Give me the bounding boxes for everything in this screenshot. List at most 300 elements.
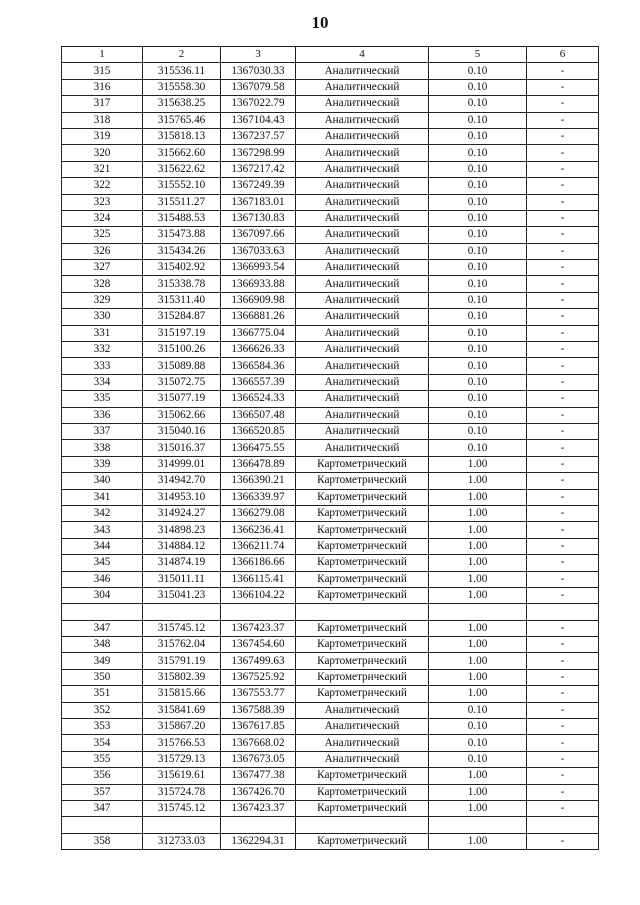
note-cell: - [527,309,599,325]
note-cell: - [527,325,599,341]
table-row [62,309,599,325]
method-cell: Картометрический [296,522,429,538]
y-coordinate-cell: 1366909.98 [221,292,296,308]
point-number-cell: 351 [62,686,143,702]
method-cell: Аналитический [296,423,429,439]
x-coordinate-cell: 315011.11 [143,571,221,587]
coordinates-table [61,46,599,850]
x-coordinate-cell: 315311.40 [143,292,221,308]
table-body [62,63,599,850]
table-row [62,128,599,144]
point-number-cell: 344 [62,538,143,554]
x-coordinate-cell [143,817,221,833]
table-row [62,522,599,538]
point-number-cell: 330 [62,309,143,325]
y-coordinate-cell: 1367673.05 [221,751,296,767]
accuracy-cell: 0.10 [429,96,527,112]
column-header: 3 [221,47,296,63]
method-cell: Аналитический [296,161,429,177]
x-coordinate-cell: 315638.25 [143,96,221,112]
method-cell: Аналитический [296,210,429,226]
note-cell: - [527,702,599,718]
table-row [62,325,599,341]
y-coordinate-cell: 1366478.89 [221,456,296,472]
note-cell: - [527,210,599,226]
point-number-cell: 331 [62,325,143,341]
accuracy-cell: 1.00 [429,571,527,587]
y-coordinate-cell: 1367499.63 [221,653,296,669]
note-cell: - [527,686,599,702]
column-header: 5 [429,47,527,63]
x-coordinate-cell: 315536.11 [143,63,221,79]
y-coordinate-cell: 1367588.39 [221,702,296,718]
accuracy-cell: 0.10 [429,63,527,79]
point-number-cell: 341 [62,489,143,505]
method-cell: Картометрический [296,587,429,603]
x-coordinate-cell: 315040.16 [143,423,221,439]
point-number-cell: 315 [62,63,143,79]
accuracy-cell: 0.10 [429,440,527,456]
y-coordinate-cell: 1366339.97 [221,489,296,505]
point-number-cell: 332 [62,342,143,358]
method-cell: Картометрический [296,637,429,653]
table-row [62,686,599,702]
point-number-cell: 350 [62,669,143,685]
accuracy-cell: 0.10 [429,161,527,177]
method-cell: Картометрический [296,538,429,554]
point-number-cell [62,817,143,833]
point-number-cell: 326 [62,243,143,259]
accuracy-cell [429,817,527,833]
y-coordinate-cell: 1367217.42 [221,161,296,177]
note-cell: - [527,112,599,128]
table-row [62,604,599,620]
method-cell: Аналитический [296,407,429,423]
point-number-cell: 338 [62,440,143,456]
accuracy-cell: 1.00 [429,784,527,800]
table-row [62,702,599,718]
method-cell: Картометрический [296,686,429,702]
method-cell: Аналитический [296,702,429,718]
note-cell: - [527,145,599,161]
point-number-cell: 340 [62,473,143,489]
table-row [62,210,599,226]
y-coordinate-cell: 1367237.57 [221,128,296,144]
accuracy-cell: 0.10 [429,423,527,439]
point-number-cell: 318 [62,112,143,128]
method-cell: Аналитический [296,178,429,194]
note-cell: - [527,800,599,816]
y-coordinate-cell: 1367423.37 [221,620,296,636]
note-cell: - [527,587,599,603]
x-coordinate-cell: 315867.20 [143,719,221,735]
table-row [62,358,599,374]
accuracy-cell: 0.10 [429,391,527,407]
y-coordinate-cell: 1367668.02 [221,735,296,751]
method-cell: Картометрический [296,653,429,669]
note-cell: - [527,227,599,243]
note-cell: - [527,473,599,489]
method-cell: Аналитический [296,325,429,341]
point-number-cell: 334 [62,374,143,390]
accuracy-cell: 1.00 [429,800,527,816]
method-cell: Картометрический [296,833,429,849]
accuracy-cell: 0.10 [429,227,527,243]
x-coordinate-cell: 314874.19 [143,555,221,571]
point-number-cell: 323 [62,194,143,210]
table-row [62,637,599,653]
accuracy-cell: 0.10 [429,325,527,341]
column-header: 1 [62,47,143,63]
table-row [62,538,599,554]
method-cell: Аналитический [296,227,429,243]
point-number-cell: 304 [62,587,143,603]
accuracy-cell: 0.10 [429,735,527,751]
x-coordinate-cell: 315745.12 [143,800,221,816]
method-cell: Картометрический [296,784,429,800]
method-cell: Картометрический [296,768,429,784]
method-cell: Аналитический [296,276,429,292]
point-number-cell: 335 [62,391,143,407]
note-cell: - [527,161,599,177]
note-cell: - [527,522,599,538]
accuracy-cell: 0.10 [429,751,527,767]
accuracy-cell: 0.10 [429,112,527,128]
table-row [62,555,599,571]
accuracy-cell: 0.10 [429,178,527,194]
note-cell: - [527,194,599,210]
method-cell: Аналитический [296,440,429,456]
method-cell: Аналитический [296,63,429,79]
table-row [62,260,599,276]
x-coordinate-cell: 315724.78 [143,784,221,800]
x-coordinate-cell: 315338.78 [143,276,221,292]
point-number-cell: 355 [62,751,143,767]
method-cell: Аналитический [296,391,429,407]
table-row [62,96,599,112]
point-number-cell: 343 [62,522,143,538]
x-coordinate-cell: 314884.12 [143,538,221,554]
point-number-cell: 347 [62,620,143,636]
note-cell: - [527,555,599,571]
note-cell: - [527,735,599,751]
accuracy-cell: 0.10 [429,243,527,259]
point-number-cell: 347 [62,800,143,816]
y-coordinate-cell: 1366524.33 [221,391,296,407]
y-coordinate-cell [221,604,296,620]
point-number-cell: 352 [62,702,143,718]
y-coordinate-cell: 1366557.39 [221,374,296,390]
note-cell: - [527,637,599,653]
note-cell: - [527,751,599,767]
y-coordinate-cell: 1367183.01 [221,194,296,210]
note-cell: - [527,440,599,456]
table-row [62,63,599,79]
point-number-cell: 316 [62,79,143,95]
point-number-cell: 329 [62,292,143,308]
method-cell: Аналитический [296,145,429,161]
point-number-cell: 322 [62,178,143,194]
method-cell: Аналитический [296,260,429,276]
table-row [62,145,599,161]
x-coordinate-cell: 314898.23 [143,522,221,538]
x-coordinate-cell: 315062.66 [143,407,221,423]
y-coordinate-cell: 1366475.55 [221,440,296,456]
table-row [62,112,599,128]
y-coordinate-cell: 1367097.66 [221,227,296,243]
accuracy-cell: 0.10 [429,145,527,161]
accuracy-cell: 0.10 [429,702,527,718]
accuracy-cell: 0.10 [429,374,527,390]
x-coordinate-cell: 315766.53 [143,735,221,751]
table-row [62,456,599,472]
point-number-cell: 348 [62,637,143,653]
point-number-cell: 357 [62,784,143,800]
method-cell: Аналитический [296,374,429,390]
table-row [62,505,599,521]
x-coordinate-cell: 315818.13 [143,128,221,144]
point-number-cell: 325 [62,227,143,243]
table-row [62,178,599,194]
x-coordinate-cell: 315077.19 [143,391,221,407]
point-number-cell: 354 [62,735,143,751]
method-cell: Аналитический [296,735,429,751]
method-cell: Аналитический [296,112,429,128]
y-coordinate-cell: 1366115.41 [221,571,296,587]
method-cell: Картометрический [296,473,429,489]
table-row [62,374,599,390]
note-cell: - [527,358,599,374]
note-cell: - [527,505,599,521]
y-coordinate-cell: 1366507.48 [221,407,296,423]
method-cell: Аналитический [296,128,429,144]
y-coordinate-cell: 1366993.54 [221,260,296,276]
accuracy-cell: 0.10 [429,276,527,292]
note-cell: - [527,342,599,358]
y-coordinate-cell: 1367130.83 [221,210,296,226]
note-cell: - [527,719,599,735]
table-row [62,342,599,358]
y-coordinate-cell: 1367022.79 [221,96,296,112]
y-coordinate-cell: 1367298.99 [221,145,296,161]
note-cell: - [527,63,599,79]
accuracy-cell: 1.00 [429,522,527,538]
method-cell: Картометрический [296,555,429,571]
table-row [62,79,599,95]
x-coordinate-cell: 315100.26 [143,342,221,358]
point-number-cell [62,604,143,620]
accuracy-cell: 1.00 [429,833,527,849]
point-number-cell: 324 [62,210,143,226]
point-number-cell: 339 [62,456,143,472]
accuracy-cell: 0.10 [429,194,527,210]
method-cell: Картометрический [296,505,429,521]
method-cell: Аналитический [296,194,429,210]
accuracy-cell: 1.00 [429,505,527,521]
table-row [62,751,599,767]
y-coordinate-cell: 1367525.92 [221,669,296,685]
y-coordinate-cell: 1366933.88 [221,276,296,292]
table-row [62,784,599,800]
x-coordinate-cell: 315284.87 [143,309,221,325]
note-cell [527,817,599,833]
table-row [62,391,599,407]
note-cell: - [527,243,599,259]
method-cell: Картометрический [296,456,429,472]
y-coordinate-cell: 1366390.21 [221,473,296,489]
x-coordinate-cell: 315402.92 [143,260,221,276]
accuracy-cell: 1.00 [429,686,527,702]
point-number-cell: 353 [62,719,143,735]
method-cell: Аналитический [296,751,429,767]
y-coordinate-cell: 1362294.31 [221,833,296,849]
y-coordinate-cell: 1367454.60 [221,637,296,653]
method-cell: Картометрический [296,620,429,636]
x-coordinate-cell: 315791.19 [143,653,221,669]
note-cell: - [527,456,599,472]
x-coordinate-cell: 315558.30 [143,79,221,95]
y-coordinate-cell: 1367423.37 [221,800,296,816]
y-coordinate-cell: 1366584.36 [221,358,296,374]
accuracy-cell: 0.10 [429,309,527,325]
note-cell: - [527,374,599,390]
table-row [62,587,599,603]
x-coordinate-cell: 315511.27 [143,194,221,210]
y-coordinate-cell: 1366104.22 [221,587,296,603]
y-coordinate-cell: 1367249.39 [221,178,296,194]
table-row [62,719,599,735]
note-cell: - [527,538,599,554]
note-cell: - [527,79,599,95]
y-coordinate-cell: 1366186.66 [221,555,296,571]
accuracy-cell: 1.00 [429,473,527,489]
accuracy-cell: 0.10 [429,407,527,423]
note-cell: - [527,178,599,194]
y-coordinate-cell: 1367617.85 [221,719,296,735]
x-coordinate-cell: 315072.75 [143,374,221,390]
accuracy-cell: 1.00 [429,456,527,472]
method-cell: Аналитический [296,342,429,358]
y-coordinate-cell: 1366211.74 [221,538,296,554]
x-coordinate-cell: 315488.53 [143,210,221,226]
note-cell: - [527,833,599,849]
point-number-cell: 342 [62,505,143,521]
table-row [62,423,599,439]
y-coordinate-cell [221,817,296,833]
note-cell: - [527,571,599,587]
accuracy-cell: 1.00 [429,587,527,603]
x-coordinate-cell: 314953.10 [143,489,221,505]
accuracy-cell: 0.10 [429,358,527,374]
table-row [62,817,599,833]
accuracy-cell: 1.00 [429,669,527,685]
note-cell: - [527,292,599,308]
table-row [62,407,599,423]
note-cell: - [527,653,599,669]
method-cell: Картометрический [296,669,429,685]
x-coordinate-cell: 315552.10 [143,178,221,194]
point-number-cell: 317 [62,96,143,112]
accuracy-cell: 1.00 [429,538,527,554]
x-coordinate-cell: 315765.46 [143,112,221,128]
table-row [62,669,599,685]
y-coordinate-cell: 1366236.41 [221,522,296,538]
table-row [62,571,599,587]
point-number-cell: 345 [62,555,143,571]
point-number-cell: 346 [62,571,143,587]
method-cell: Аналитический [296,96,429,112]
x-coordinate-cell: 315619.61 [143,768,221,784]
x-coordinate-cell: 312733.03 [143,833,221,849]
x-coordinate-cell: 315841.69 [143,702,221,718]
method-cell: Аналитический [296,243,429,259]
note-cell: - [527,276,599,292]
y-coordinate-cell: 1367079.58 [221,79,296,95]
x-coordinate-cell: 315662.60 [143,145,221,161]
x-coordinate-cell: 315434.26 [143,243,221,259]
accuracy-cell: 1.00 [429,620,527,636]
point-number-cell: 319 [62,128,143,144]
method-cell: Аналитический [296,719,429,735]
y-coordinate-cell: 1367553.77 [221,686,296,702]
x-coordinate-cell: 315802.39 [143,669,221,685]
accuracy-cell: 0.10 [429,128,527,144]
accuracy-cell: 0.10 [429,342,527,358]
y-coordinate-cell: 1367030.33 [221,63,296,79]
note-cell: - [527,620,599,636]
table-row [62,292,599,308]
point-number-cell: 358 [62,833,143,849]
point-number-cell: 349 [62,653,143,669]
note-cell: - [527,260,599,276]
table-row [62,227,599,243]
method-cell: Картометрический [296,800,429,816]
point-number-cell: 321 [62,161,143,177]
accuracy-cell: 1.00 [429,637,527,653]
table-row [62,489,599,505]
note-cell: - [527,391,599,407]
note-cell: - [527,489,599,505]
note-cell: - [527,128,599,144]
table-row [62,440,599,456]
x-coordinate-cell: 315815.66 [143,686,221,702]
table-row [62,800,599,816]
note-cell: - [527,768,599,784]
column-header: 2 [143,47,221,63]
x-coordinate-cell: 315473.88 [143,227,221,243]
table-row [62,243,599,259]
table-header-row [62,47,599,63]
x-coordinate-cell: 315089.88 [143,358,221,374]
column-header: 6 [527,47,599,63]
point-number-cell: 327 [62,260,143,276]
method-cell [296,817,429,833]
accuracy-cell: 0.10 [429,719,527,735]
y-coordinate-cell: 1367104.43 [221,112,296,128]
x-coordinate-cell: 315016.37 [143,440,221,456]
column-header: 4 [296,47,429,63]
x-coordinate-cell: 314924.27 [143,505,221,521]
x-coordinate-cell: 315197.19 [143,325,221,341]
note-cell [527,604,599,620]
y-coordinate-cell: 1367477.38 [221,768,296,784]
page-number: 10 [311,13,329,32]
table-row [62,653,599,669]
y-coordinate-cell: 1366279.08 [221,505,296,521]
accuracy-cell: 1.00 [429,555,527,571]
method-cell: Аналитический [296,79,429,95]
accuracy-cell [429,604,527,620]
